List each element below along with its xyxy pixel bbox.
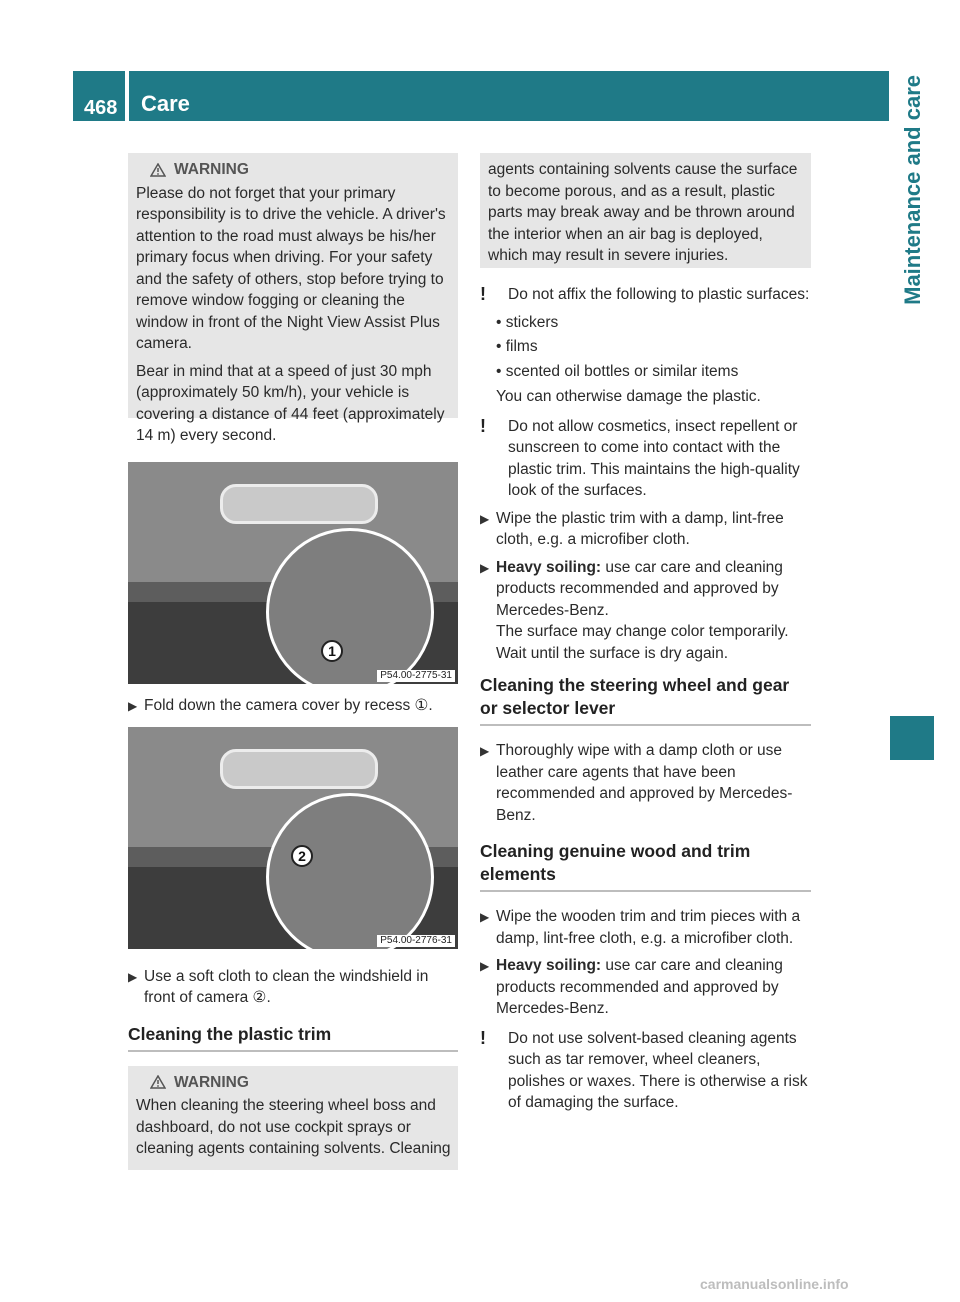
watermark: carmanualsonline.info bbox=[700, 1276, 849, 1292]
left-column bbox=[128, 153, 458, 1170]
callout-2: 2 bbox=[291, 845, 313, 867]
step-text: Heavy soiling: use car care and cleaning products recommended and approved by Mercedes-Benz. The surface may change color temporarily. Wait until the surface is dry again. bbox=[496, 558, 789, 662]
arrow-icon: ▶ bbox=[480, 910, 490, 924]
camera-photo-2 bbox=[128, 727, 458, 949]
instruction-step bbox=[480, 906, 811, 949]
camera-photo-1 bbox=[128, 462, 458, 684]
bullet-list bbox=[496, 312, 811, 383]
warning-title: WARNING bbox=[174, 161, 249, 178]
section-heading: Cleaning the steering wheel and gear or selector lever bbox=[480, 674, 811, 726]
chapter-tab bbox=[890, 71, 936, 691]
arrow-icon: ▶ bbox=[480, 744, 490, 758]
step-text: Fold down the camera cover by recess ①. bbox=[144, 697, 433, 714]
figure-code: P54.00-2776-31 bbox=[377, 935, 455, 947]
step-text: Heavy soiling: use car care and cleaning products recommended and approved by Mercedes-Benz. bbox=[496, 957, 783, 1017]
note bbox=[480, 1028, 811, 1114]
warning-title: WARNING bbox=[174, 1073, 249, 1091]
instruction-step bbox=[480, 557, 811, 665]
chapter-marker bbox=[890, 716, 934, 760]
arrow-icon: ▶ bbox=[480, 560, 490, 575]
note-text: Do not allow cosmetics, insect repellent or sunscreen to come into contact with the plastic trim. This maintains the high-quality look of the surfaces. bbox=[508, 417, 800, 499]
instruction-step bbox=[128, 695, 458, 718]
arrow-icon: ▶ bbox=[480, 959, 490, 973]
warning-heading bbox=[150, 159, 452, 181]
section-title: Care bbox=[129, 71, 889, 121]
note bbox=[480, 416, 811, 502]
note-text: You can otherwise damage the plastic. bbox=[496, 388, 761, 405]
warning-box bbox=[128, 153, 458, 444]
note-text: Do not affix the following to plastic surfaces: bbox=[508, 286, 810, 303]
section-heading: Cleaning genuine wood and trim elements bbox=[480, 840, 811, 892]
warning-text: Please do not forget that your primary responsibility is to drive the vehicle. A driver's attention to the road must always be his/her primary focus when driving. For your safety and the safety of others, stop before trying to remove window fogging or cleaning the window in front of the Night View Assist Plus camera. bbox=[136, 184, 446, 352]
warning-box bbox=[128, 1066, 458, 1170]
warning-triangle-icon bbox=[150, 1075, 166, 1089]
note bbox=[480, 284, 811, 306]
figure-code: P54.00-2775-31 bbox=[377, 670, 455, 682]
instruction-step bbox=[480, 740, 811, 826]
list-item: • stickers bbox=[496, 313, 559, 331]
chapter-title: Maintenance and care bbox=[900, 75, 925, 305]
note-text: Do not use solvent-based cleaning agents such as tar remover, wheel cleaners, polishes or waxes. There is otherwise a risk of damaging the surface. bbox=[508, 1029, 808, 1111]
rearview-mirror bbox=[220, 749, 378, 789]
rearview-mirror bbox=[220, 484, 378, 524]
section-heading: Cleaning the plastic trim bbox=[128, 1023, 458, 1052]
arrow-icon: ▶ bbox=[128, 699, 138, 713]
exclamation-icon: ! bbox=[480, 284, 486, 304]
warning-triangle-icon bbox=[150, 163, 166, 177]
exclamation-icon: ! bbox=[480, 1027, 486, 1048]
warning-text: When cleaning the steering wheel boss and dashboard, do not use cockpit sprays or cleaning agents containing solvents. Cleaning bbox=[136, 1097, 451, 1157]
arrow-icon: ▶ bbox=[128, 969, 138, 984]
warning-heading bbox=[150, 1072, 452, 1094]
arrow-icon: ▶ bbox=[480, 511, 490, 526]
callout-1: 1 bbox=[321, 640, 343, 662]
step-text: Use a soft cloth to clean the windshield in front of camera ②. bbox=[144, 967, 429, 1006]
exclamation-icon: ! bbox=[480, 415, 486, 436]
instruction-step bbox=[480, 508, 811, 551]
instruction-step bbox=[480, 955, 811, 1020]
step-text: Thoroughly wipe with a damp cloth or use leather care agents that have been recommended and approved by Mercedes-Benz. bbox=[496, 742, 793, 824]
detail-magnifier bbox=[266, 528, 434, 684]
right-column bbox=[480, 153, 811, 1120]
warning-text: Bear in mind that at a speed of just 30 mph (approximately 50 km/h), your vehicle is covering a distance of 44 feet (approximately 14 m) every second. bbox=[136, 362, 445, 444]
step-text: Wipe the wooden trim and trim pieces with a damp, lint-free cloth, e.g. a microfiber cloth. bbox=[496, 908, 801, 947]
warning-box-continued bbox=[480, 153, 811, 268]
list-item: • films bbox=[496, 338, 538, 355]
list-item: • scented oil bottles or similar items bbox=[496, 362, 739, 380]
step-text: Wipe the plastic trim with a damp, lint-free cloth, e.g. a microfiber cloth. bbox=[496, 509, 784, 548]
instruction-step bbox=[128, 966, 458, 1009]
warning-text: agents containing solvents cause the surface to become porous, and as a result, plastic parts may break away and be thrown around the interior when an air bag is deployed, which may result in severe injuries. bbox=[488, 161, 798, 264]
page-number: 468 bbox=[73, 71, 125, 121]
